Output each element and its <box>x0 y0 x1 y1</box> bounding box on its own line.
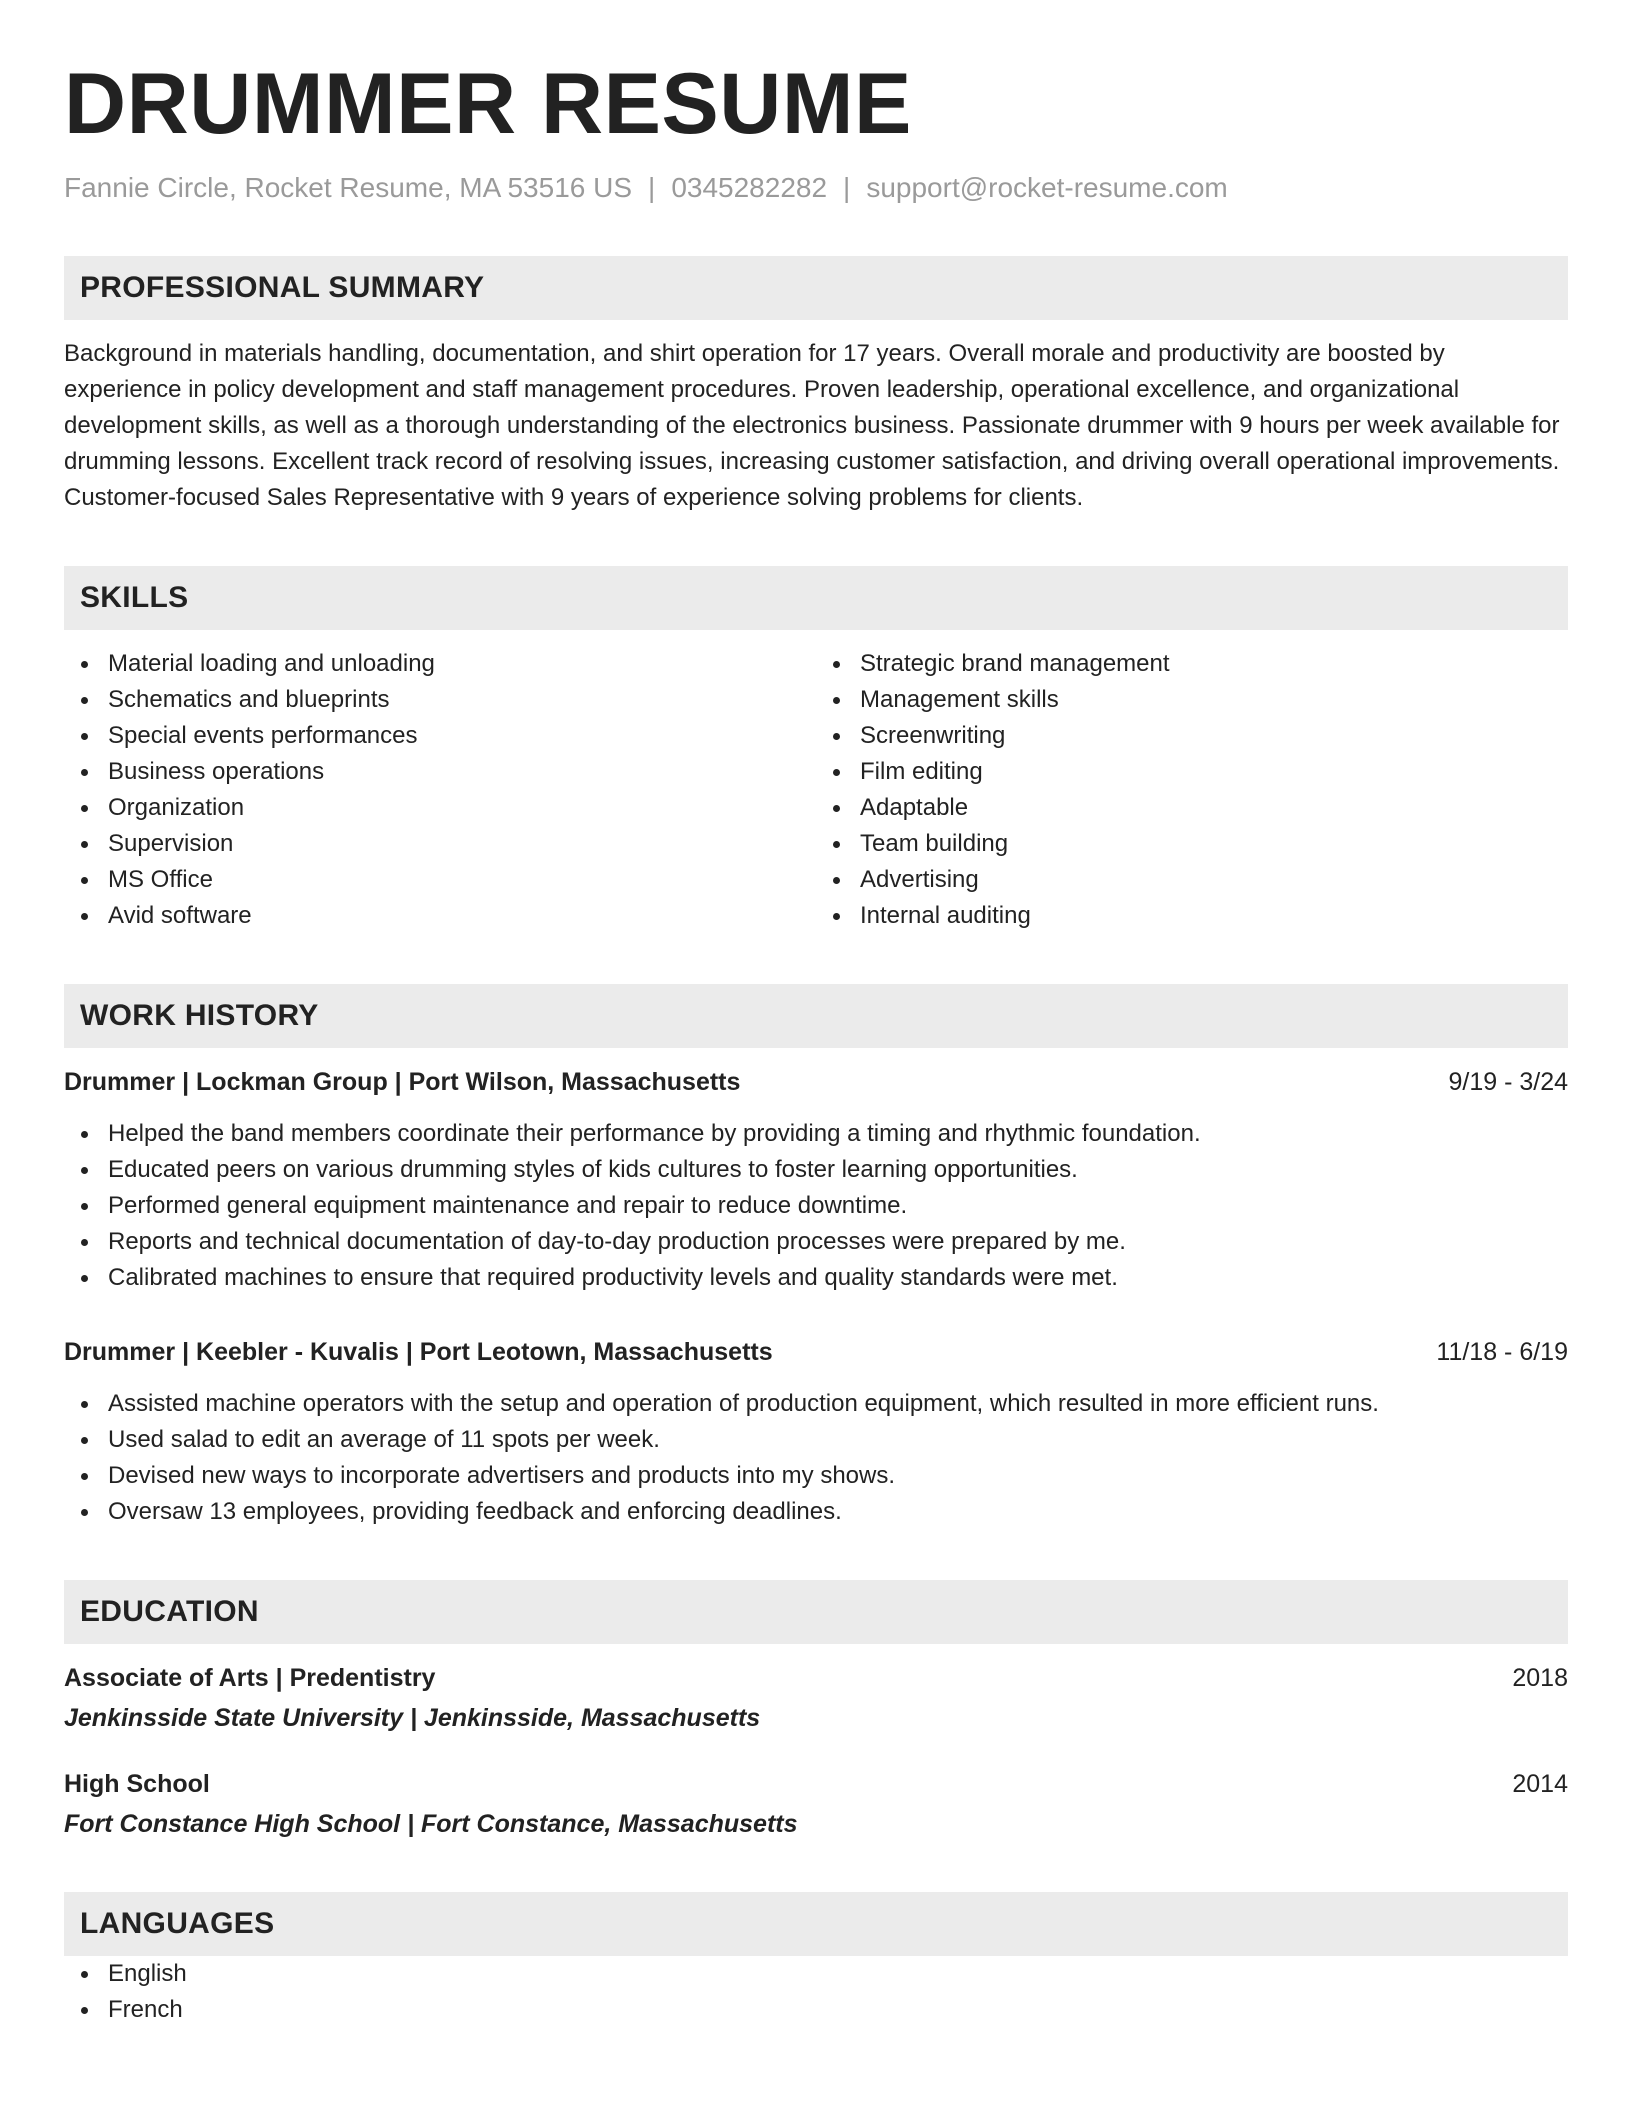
job-title: Drummer | Lockman Group | Port Wilson, Massachusetts <box>64 1068 741 1096</box>
education-entry <box>64 1766 1568 1842</box>
languages-list <box>64 1956 1568 2028</box>
skill-item: Team building <box>816 826 1568 862</box>
skill-item: Special events performances <box>64 718 816 754</box>
job-bullet: Assisted machine operators with the setup and operation of production equipment, which resulted in more efficient runs. <box>64 1386 1568 1422</box>
job-entry <box>64 1334 1568 1530</box>
skill-item: Film editing <box>816 754 1568 790</box>
job-bullet: Oversaw 13 employees, providing feedback and enforcing deadlines. <box>64 1494 1568 1530</box>
job-dates: 9/19 - 3/24 <box>1448 1068 1568 1096</box>
education-school: Jenkinsside State University | Jenkinsside, Massachusetts <box>64 1704 761 1732</box>
job-dates: 11/18 - 6/19 <box>1436 1338 1568 1366</box>
contact-line <box>64 170 1568 206</box>
skill-item: Schematics and blueprints <box>64 682 816 718</box>
skills-list-left <box>64 646 816 934</box>
education-school: Fort Constance High School | Fort Constance, Massachusetts <box>64 1810 798 1838</box>
education-header <box>64 1660 1568 1696</box>
section-header-work-history: WORK HISTORY <box>64 984 1568 1048</box>
skill-item: Business operations <box>64 754 816 790</box>
job-bullets <box>64 1386 1568 1530</box>
section-header-summary: PROFESSIONAL SUMMARY <box>64 256 1568 320</box>
resume-title: DRUMMER RESUME <box>64 56 912 152</box>
contact-phone: 0345282282 <box>671 172 828 203</box>
skill-item: MS Office <box>64 862 816 898</box>
skill-item: Avid software <box>64 898 816 934</box>
skill-item: Management skills <box>816 682 1568 718</box>
skill-item: Screenwriting <box>816 718 1568 754</box>
job-title: Drummer | Keebler - Kuvalis | Port Leotown, Massachusetts <box>64 1338 773 1366</box>
education-year: 2018 <box>1512 1664 1568 1692</box>
education-degree: Associate of Arts | Predentistry <box>64 1664 436 1692</box>
contact-separator: | <box>648 172 656 203</box>
skills-list-right <box>816 646 1568 934</box>
skill-item: Advertising <box>816 862 1568 898</box>
job-bullet: Calibrated machines to ensure that required productivity levels and quality standards were met. <box>64 1260 1568 1296</box>
job-bullet: Performed general equipment maintenance and repair to reduce downtime. <box>64 1188 1568 1224</box>
job-bullets <box>64 1116 1568 1296</box>
skill-item: Material loading and unloading <box>64 646 816 682</box>
summary-text: Background in materials handling, documentation, and shirt operation for 17 years. Overall morale and productivity are boosted by experience in policy development and staff management procedures. Proven leadership, operational excellence, and organizational development skills, as well as a thorough understanding of the electronics business. Passionate drummer with 9 hours per week available for drumming lessons. Excellent track record of resolving issues, increasing customer satisfaction, and driving overall operational improvements. Customer-focused Sales Representative with 9 years of experience solving problems for clients. <box>64 340 1560 511</box>
job-bullet: Helped the band members coordinate their performance by providing a timing and rhythmic foundation. <box>64 1116 1568 1152</box>
language-item: French <box>64 1992 1568 2028</box>
education-entry <box>64 1660 1568 1736</box>
contact-separator: | <box>843 172 851 203</box>
skill-item: Supervision <box>64 826 816 862</box>
skill-item: Strategic brand management <box>816 646 1568 682</box>
language-item: English <box>64 1956 1568 1992</box>
job-header <box>64 1334 1568 1370</box>
education-degree: High School <box>64 1770 210 1798</box>
section-header-education: EDUCATION <box>64 1580 1568 1644</box>
skill-item: Organization <box>64 790 816 826</box>
job-header <box>64 1064 1568 1100</box>
education-year: 2014 <box>1512 1770 1568 1798</box>
job-entry <box>64 1064 1568 1296</box>
section-header-skills: SKILLS <box>64 566 1568 630</box>
skills-columns <box>64 646 1568 934</box>
job-bullet: Reports and technical documentation of day-to-day production processes were prepared by me. <box>64 1224 1568 1260</box>
job-bullet: Educated peers on various drumming styles of kids cultures to foster learning opportunities. <box>64 1152 1568 1188</box>
skill-item: Adaptable <box>816 790 1568 826</box>
job-bullet: Devised new ways to incorporate advertisers and products into my shows. <box>64 1458 1568 1494</box>
skill-item: Internal auditing <box>816 898 1568 934</box>
job-bullet: Used salad to edit an average of 11 spots per week. <box>64 1422 1568 1458</box>
contact-address: Fannie Circle, Rocket Resume, MA 53516 US <box>64 172 633 203</box>
section-header-languages: LANGUAGES <box>64 1892 1568 1956</box>
education-header <box>64 1766 1568 1802</box>
contact-email: support@rocket-resume.com <box>866 172 1228 203</box>
